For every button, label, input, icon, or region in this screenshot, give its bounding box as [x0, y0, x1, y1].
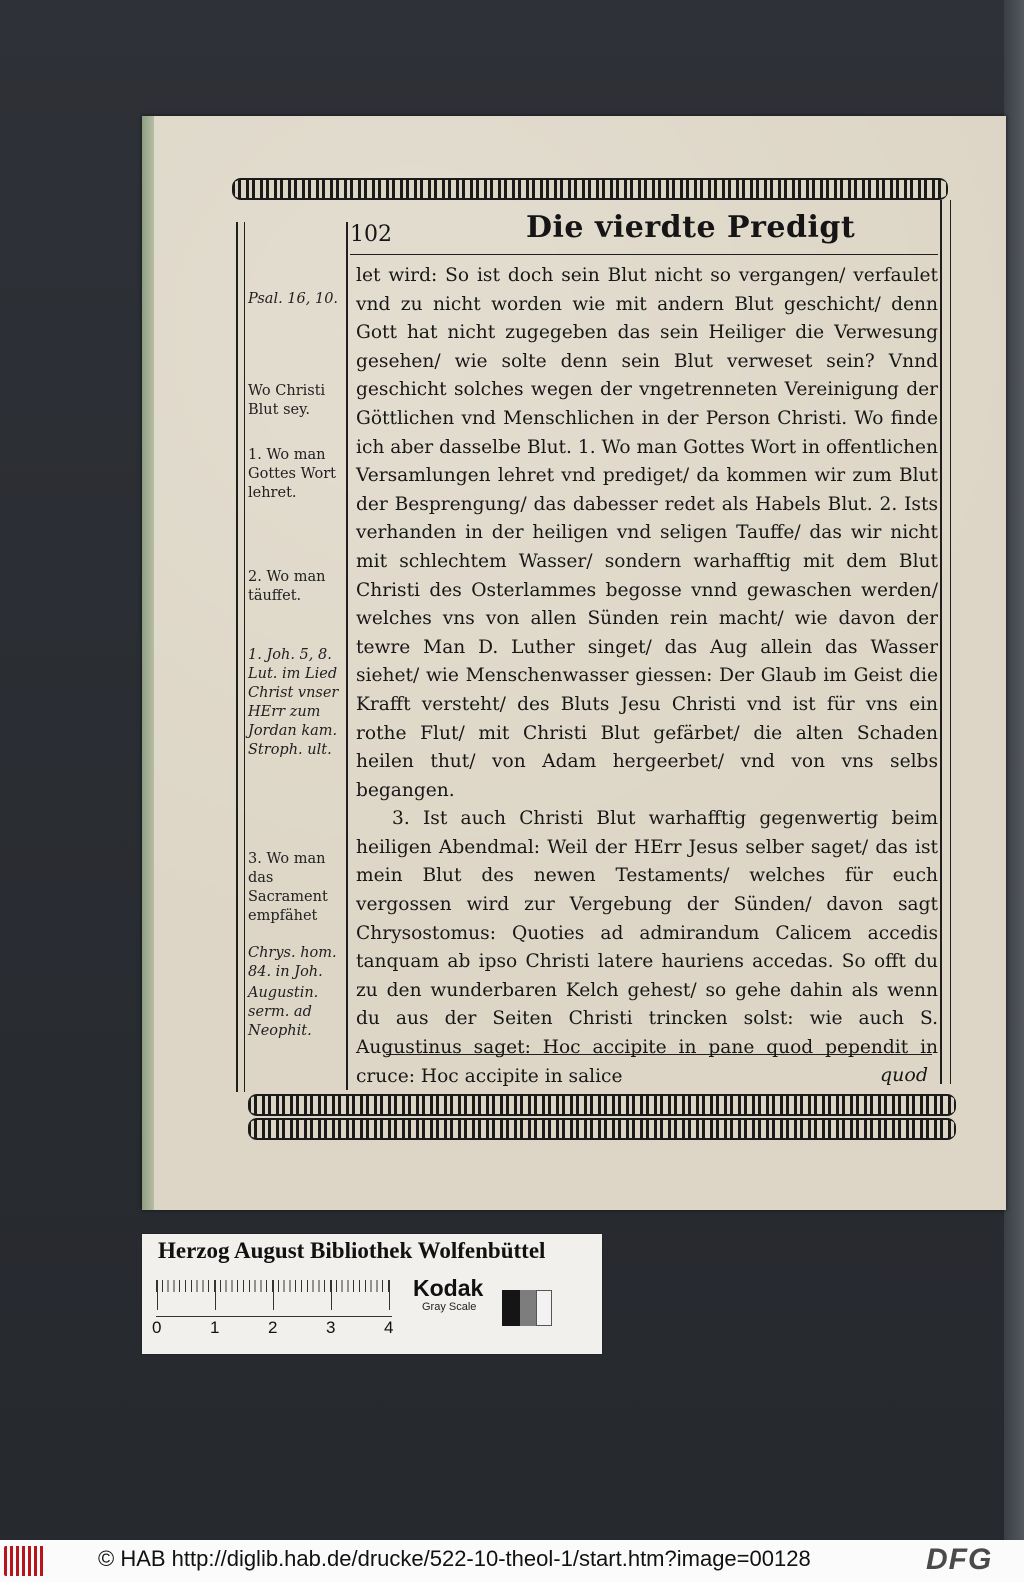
- ruler-label: 1: [210, 1318, 220, 1337]
- ornament-border-bottom: [248, 1094, 956, 1116]
- dfg-logo: DFG: [926, 1543, 993, 1576]
- paragraph: 3. Ist auch Christi Blut warhafftig gegenwertig beim heiligen Abendmal: Weil der HErr Jesus selber saget/ das ist mein Blut des newen Testaments/ welches für euch vergossen wird zur Vergebung der Sünden/ davon sagt Chrysostomus: Quoties ad admirandum Calicem accedis tanquam ab ipso Christi latere hauriens accedas. So offt du zu den wunderbaren Kelch gehest/ so gehe dahin als wenn du aus der Seiten Christi trincken solst: wie auch S. Augustinus saget: Hoc accipite in pane quod pependit in cruce: Hoc accipite in salice: [356, 808, 938, 1087]
- margin-note: 3. Wo man das Sacrament empfähet: [248, 851, 328, 924]
- ruler-tick: [389, 1280, 390, 1310]
- ruler-label: 2: [268, 1318, 278, 1337]
- margin-note: Chrys. hom. 84. in Joh.: [248, 945, 337, 980]
- ruler-tick: [273, 1280, 274, 1310]
- ruler-tick: [215, 1280, 216, 1310]
- kodak-logo: Kodak: [413, 1275, 484, 1301]
- margin-note: 2. Wo man täuffet.: [248, 569, 326, 604]
- running-title: Die vierdte Predigt: [526, 210, 856, 245]
- ruler: [156, 1280, 392, 1317]
- body-text: [356, 262, 938, 1091]
- margin-column-rule: [346, 222, 348, 1090]
- footer-copyright-link[interactable]: © HAB http://diglib.hab.de/drucke/522-10-theol-1/start.htm?image=00128: [98, 1546, 811, 1571]
- page-edge: [142, 116, 154, 1210]
- margin-note: 1. Joh. 5, 8. Lut. im Lied Christ vnser HErr zum Jordan kam. Stroph. ult.: [248, 647, 339, 758]
- running-header: [350, 208, 940, 252]
- page-number: 102: [350, 222, 392, 247]
- gray-scale-label: Gray Scale: [422, 1301, 477, 1313]
- ornament-border-bottom-2: [248, 1118, 956, 1140]
- gray-patch-black: [502, 1290, 520, 1326]
- frame-rule-right-outer: [950, 200, 951, 1084]
- margin-note: Augustin. serm. ad Neophit.: [248, 985, 319, 1039]
- paragraph: let wird: So ist doch sein Blut nicht so vergangen/ verfaulet vnd zu nicht worden wie mit andern Blut geschicht/ denn Gott hat nicht zugegeben das sein Heiliger die Verwesung gesehen/ wie solte denn sein Blut verweset sein? Vnnd geschicht solches wegen der vngetrenneten Vereinigung der Göttlichen vnd Menschlichen in der Person Christi. Wo finde ich aber dasselbe Blut. 1. Wo man Gottes Wort in offentlichen Versamlungen lehret vnd prediget/ da kommen wir zum Blut der Besprengung/ das dabesser redet als Habels Blut. 2. Ists verhanden in der heiligen vnd seligen Tauffe/ das wir nicht mit schlechtem Wasser/ sondern warhafftig mit dem Blut Christi des Osterlammes begosse vnnd gewaschen werden/ welches vns von allen Sünden rein macht/ wie davon der tewre Man D. Luther singet/ das Aug allein das Wasser siehet/ wie Menschenwasser giessen: Der Glaub im Geist die Krafft versteht/ des Bluts Jesu Christi vnd ist für vns ein rothe Flut/ mit Christi Blut gefärbet/ die alten Schaden heilen thut/ von Adam hergeerbet/ vnd von vns selbs begangen.: [356, 265, 938, 801]
- catchword: quod: [880, 1064, 929, 1086]
- margin-note: 1. Wo man Gottes Wort lehret.: [248, 447, 337, 501]
- header-rule: [350, 254, 938, 255]
- ruler-label: 4: [384, 1318, 394, 1337]
- frame-rule-right: [940, 200, 942, 1084]
- ruler-label: 3: [326, 1318, 336, 1337]
- frame-rule-left: [236, 222, 238, 1092]
- library-name: Herzog August Bibliothek Wolfenbüttel: [158, 1238, 546, 1263]
- margin-note: Wo Christi Blut sey.: [248, 383, 326, 418]
- ruler-tick: [331, 1280, 332, 1310]
- gray-patch-mid: [520, 1290, 536, 1326]
- gray-patch-white: [536, 1290, 552, 1326]
- ruler-tick: [157, 1280, 158, 1310]
- frame-rule-left-inner: [244, 222, 245, 1092]
- scanner-edge: [1004, 0, 1024, 1540]
- hab-logo-icon: [4, 1546, 46, 1576]
- ornament-border-top: [232, 178, 948, 200]
- margin-note: Psal. 16, 10.: [248, 291, 339, 307]
- ruler-label: 0: [152, 1318, 162, 1337]
